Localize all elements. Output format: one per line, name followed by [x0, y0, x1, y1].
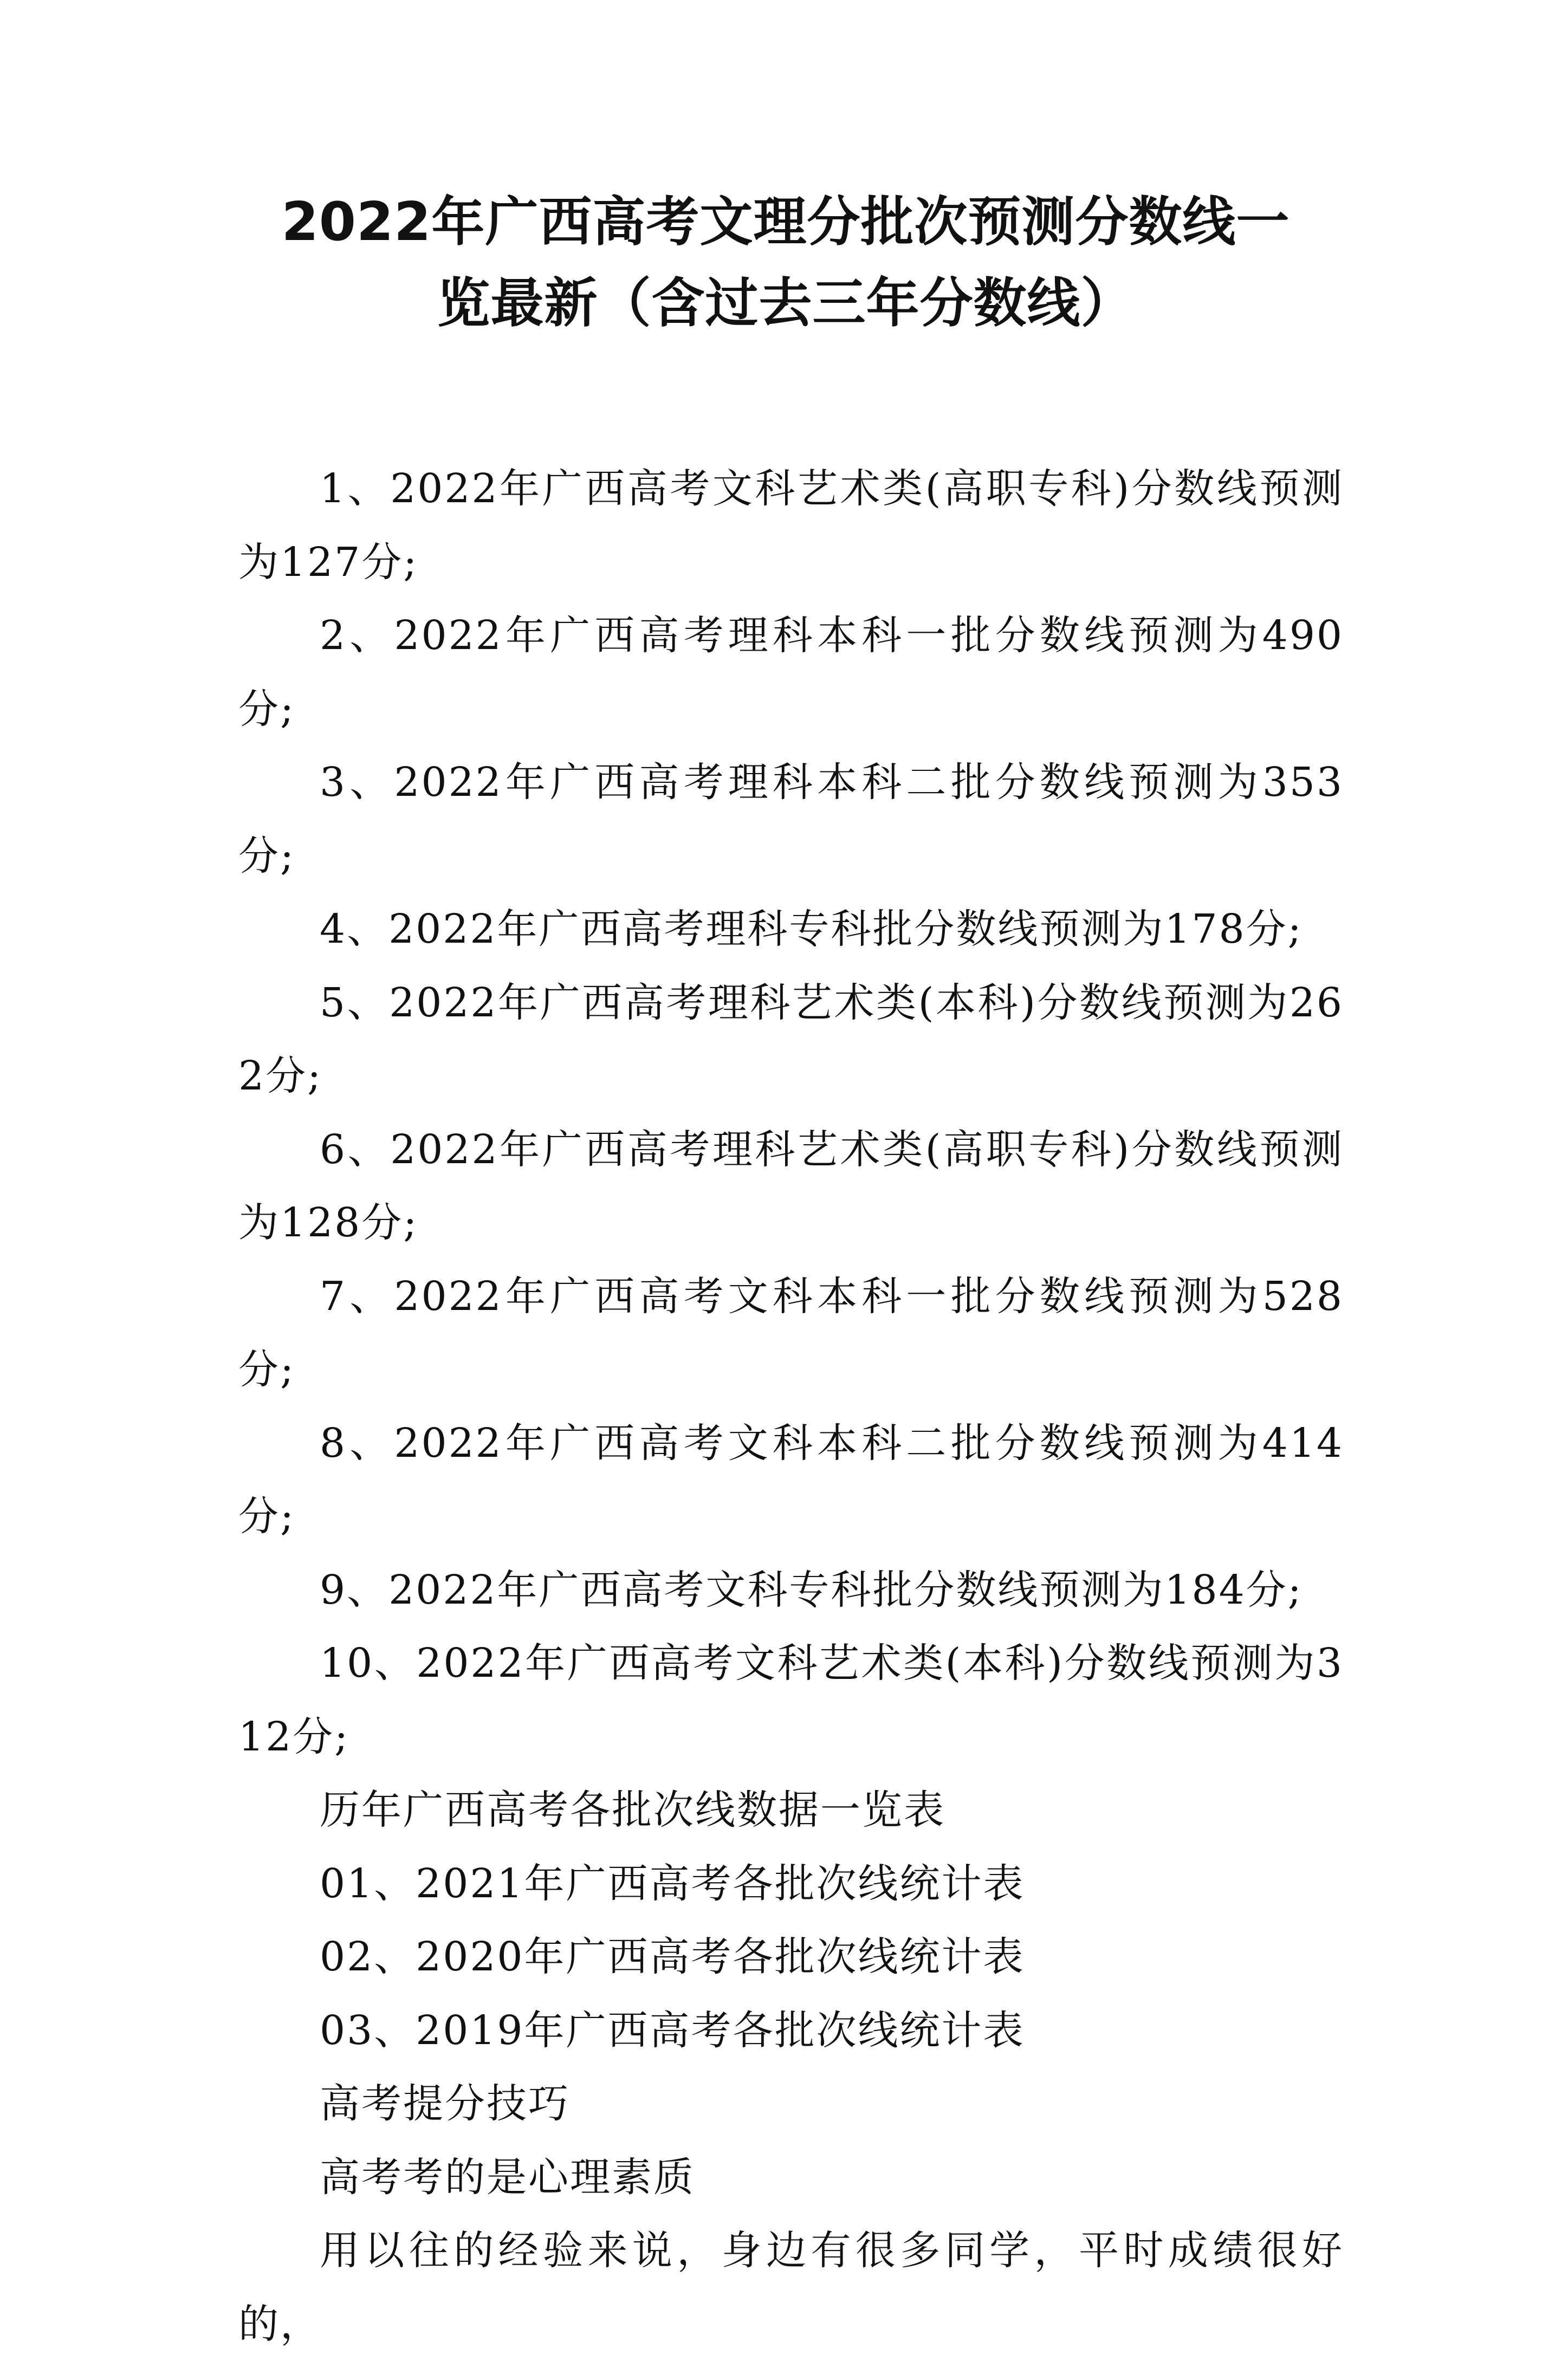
paragraph-10: 10、2022年广西高考文科艺术类(本科)分数线预测为312分;	[238, 1640, 1344, 1760]
paragraph-7: 7、2022年广西高考文科本科一批分数线预测为528分;	[238, 1273, 1344, 1393]
paragraph-1: 1、2022年广西高考文科艺术类(高职专科)分数线预测为127分;	[238, 465, 1344, 586]
paragraph-8: 8、2022年广西高考文科本科二批分数线预测为414分;	[238, 1419, 1344, 1540]
table-ref-2019: 03、2019年广西高考各批次线统计表	[320, 2007, 1025, 2054]
document-body	[238, 452, 1344, 2361]
section-heading-tips: 高考提分技巧	[320, 2080, 570, 2127]
document-title	[238, 181, 1333, 344]
title-line-1: 2022年广西高考文理分批次预测分数线一	[281, 191, 1290, 253]
paragraph-6: 6、2022年广西高考理科艺术类(高职专科)分数线预测为128分;	[238, 1126, 1344, 1246]
paragraph-3: 3、2022年广西高考理科本科二批分数线预测为353分;	[238, 759, 1344, 879]
paragraph-5: 5、2022年广西高考理科艺术类(本科)分数线预测为262分;	[238, 979, 1344, 1099]
paragraph-body-text: 用以往的经验来说，身边有很多同学，平时成绩很好的，	[238, 2227, 1344, 2347]
title-line-2: 览最新（含过去三年分数线）	[437, 273, 1135, 334]
subheading-mental: 高考考的是心理素质	[320, 2154, 695, 2201]
paragraph-2: 2、2022年广西高考理科本科一批分数线预测为490分;	[238, 612, 1344, 732]
paragraph-9: 9、2022年广西高考文科专科批分数线预测为184分;	[320, 1566, 1303, 1613]
table-ref-2020: 02、2020年广西高考各批次线统计表	[320, 1934, 1025, 1980]
paragraph-4: 4、2022年广西高考理科专科批分数线预测为178分;	[320, 906, 1303, 952]
section-heading-history: 历年广西高考各批次线数据一览表	[320, 1787, 945, 1833]
table-ref-2021: 01、2021年广西高考各批次线统计表	[320, 1860, 1025, 1907]
